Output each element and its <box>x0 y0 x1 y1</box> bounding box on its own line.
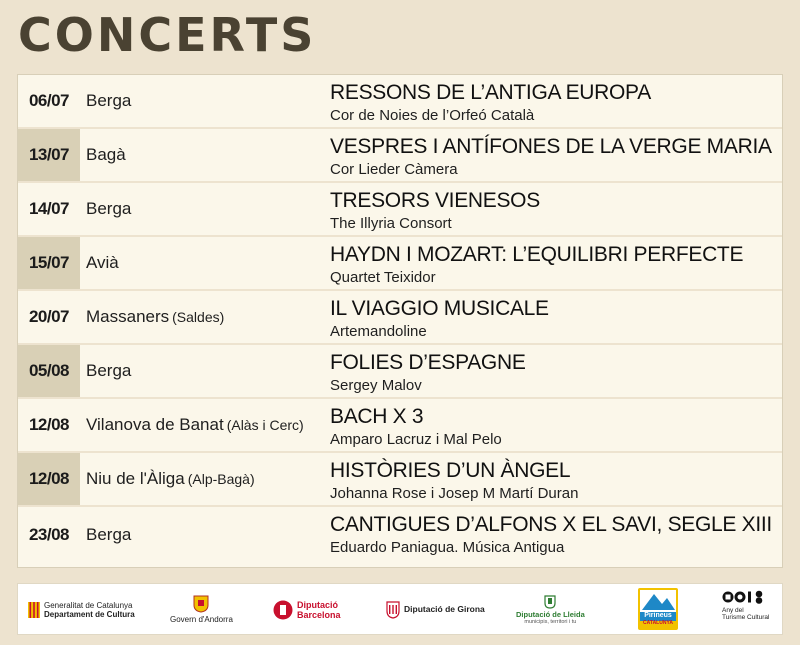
concert-row <box>18 75 782 129</box>
place-name: Bagà <box>86 145 126 164</box>
place-name: Vilanova de Banat <box>86 415 224 434</box>
concert-place <box>86 183 134 235</box>
concert-date: 23/08 <box>28 525 70 544</box>
concert-title: FOLIES D’ESPAGNE <box>330 351 526 374</box>
lleida-shield-icon <box>544 595 556 609</box>
girona-shield-icon <box>386 601 400 619</box>
sponsor-bar <box>17 583 783 635</box>
concert-place <box>86 129 129 181</box>
concert-row <box>18 453 782 507</box>
concert-row <box>18 129 782 183</box>
concert-place <box>86 345 134 397</box>
page-title: CONCERTS <box>18 8 317 62</box>
diputacio-barcelona-logo <box>273 592 341 628</box>
concert-place <box>86 399 304 451</box>
concert-title: BACH X 3 <box>330 405 424 428</box>
place-name: Massaners <box>86 307 170 326</box>
place-name: Niu de l'Àliga <box>86 469 185 488</box>
year-2018-icon <box>722 589 766 605</box>
turisme-line1: Any del <box>722 607 744 614</box>
place-detail: (Alàs i Cerc) <box>226 417 304 433</box>
concert-date: 12/08 <box>18 453 80 505</box>
lleida-tagline: municipis, territori i tu <box>524 619 577 626</box>
place-name: Berga <box>86 91 132 110</box>
andorra-shield-icon <box>193 595 209 613</box>
concert-performer: Sergey Malov <box>330 377 422 394</box>
generalitat-name: Generalitat de Catalunya <box>44 600 133 610</box>
concert-performer: The Illyria Consort <box>330 215 452 232</box>
concert-row <box>18 399 782 453</box>
pirineus-logo <box>638 587 678 631</box>
concert-performer: Cor Lieder Càmera <box>330 161 458 178</box>
concert-performer: Quartet Teixidor <box>330 269 436 286</box>
place-detail: (Alp-Bagà) <box>187 471 255 487</box>
concert-place <box>86 507 134 563</box>
place-name: Berga <box>86 525 132 544</box>
concert-date: 05/08 <box>18 345 80 397</box>
concert-performer: Eduardo Paniagua. Música Antigua <box>330 539 565 556</box>
concert-date: 13/07 <box>18 129 80 181</box>
place-name: Berga <box>86 199 132 218</box>
barcelona-line1: Diputació <box>297 599 339 610</box>
concert-date: 15/07 <box>18 237 80 289</box>
pirineus-region: CATALUNYA <box>643 620 673 626</box>
concert-date: 12/08 <box>28 415 70 434</box>
place-detail: (Saldes) <box>172 309 225 325</box>
diputacio-girona-logo <box>386 592 485 628</box>
concert-title: IL VIAGGIO MUSICALE <box>330 297 549 320</box>
concert-performer: Cor de Noies de l’Orfeó Català <box>330 107 535 124</box>
barcelona-emblem-icon <box>273 600 293 620</box>
concert-title: CANTIGUES D’ALFONS X EL SAVI, SEGLE XIII <box>330 513 772 536</box>
concert-date: 14/07 <box>28 199 70 218</box>
concert-place <box>86 237 122 289</box>
concert-row <box>18 507 782 563</box>
barcelona-line2: Barcelona <box>297 610 341 620</box>
concert-performer: Amparo Lacruz i Mal Pelo <box>330 431 502 448</box>
turisme-line2: Turisme Cultural <box>722 614 770 622</box>
generalitat-department: Departament de Cultura <box>44 610 135 619</box>
concert-row <box>18 183 782 237</box>
concert-row <box>18 237 782 291</box>
concert-title: TRESORS VIENESOS <box>330 189 540 212</box>
turisme-cultural-logo <box>722 589 769 631</box>
concert-title: HAYDN I MOZART: L’EQUILIBRI PERFECTE <box>330 243 744 266</box>
generalitat-logo <box>28 592 135 628</box>
girona-name: Diputació de Girona <box>404 604 485 615</box>
concert-place <box>86 453 255 505</box>
andorra-logo <box>170 592 233 628</box>
concert-date: 06/07 <box>28 91 70 110</box>
concert-title: HISTÒRIES D’UN ÀNGEL <box>330 459 571 482</box>
lleida-name: Diputació de Lleida <box>516 609 585 619</box>
place-name: Berga <box>86 361 132 380</box>
concert-place <box>86 291 224 343</box>
concert-title: RESSONS DE L’ANTIGA EUROPA <box>330 81 651 104</box>
andorra-name: Govern d'Andorra <box>170 615 233 625</box>
senyera-icon <box>28 602 40 618</box>
pirineus-name: Pirineus <box>644 612 672 619</box>
concert-date: 20/07 <box>28 307 70 326</box>
place-name: Avià <box>86 253 119 272</box>
concert-row <box>18 345 782 399</box>
concert-title: VESPRES I ANTÍFONES DE LA VERGE MARIA <box>330 135 772 158</box>
diputacio-lleida-logo <box>516 592 585 628</box>
concert-row <box>18 291 782 345</box>
concert-performer: Artemandoline <box>330 323 427 340</box>
concert-place <box>86 75 134 127</box>
concert-performer: Johanna Rose i Josep M Martí Duran <box>330 485 579 502</box>
concert-schedule <box>17 74 783 568</box>
